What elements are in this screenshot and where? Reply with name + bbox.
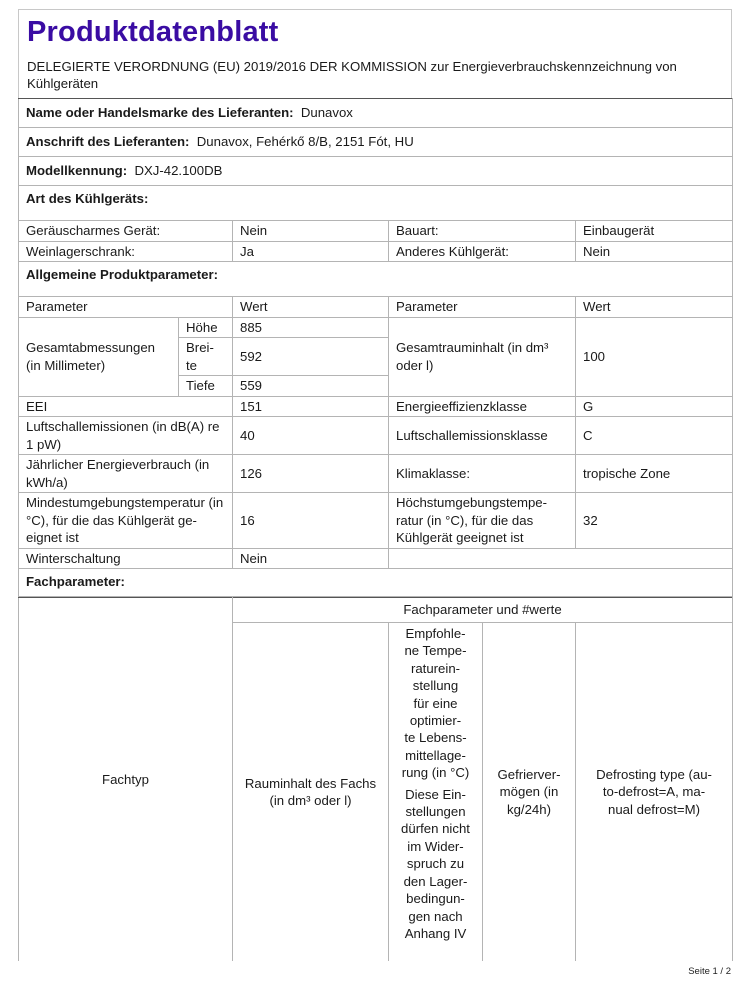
eei-label: EEI — [19, 396, 233, 417]
general-heading: Allgemeine Produktparameter: — [19, 262, 733, 297]
compartment-table — [18, 597, 733, 961]
annual-energy-value: 126 — [233, 455, 389, 493]
min-temp-label: Mindestumgebungstemperatur (in °C), für die das Kühlgerät ge-eignet ist — [19, 493, 233, 549]
other-device-label: Anderes Kühlgerät: — [389, 241, 576, 262]
noise-value: 40 — [233, 417, 389, 455]
col-parameter: Parameter — [19, 297, 233, 318]
noise-label: Luftschallemissionen (in dB(A) re 1 pW) — [19, 417, 233, 455]
winter-label: Winterschaltung — [19, 548, 233, 569]
height-label: Höhe — [179, 317, 233, 338]
supplier-table — [18, 98, 733, 597]
empty-cell — [389, 548, 733, 569]
noise-class-label: Luftschallemissionsklasse — [389, 417, 576, 455]
product-data-sheet — [18, 9, 732, 961]
param-row-energy — [19, 455, 733, 493]
other-device-value: Nein — [576, 241, 733, 262]
wine-cabinet-value: Ja — [233, 241, 389, 262]
dimensions-label: Gesamtabmessungen (in Millimeter) — [19, 317, 179, 396]
design-type-label: Bauart: — [389, 221, 576, 242]
width-value: 592 — [233, 338, 389, 376]
supplier-name-label: Name oder Handelsmarke des Lieferanten: — [26, 105, 294, 121]
supplier-address-label: Anschrift des Lieferanten: — [26, 134, 190, 150]
page-title: Produktdatenblatt — [27, 16, 279, 48]
recommended-temp-note: Diese Ein- stellungen dürfen nicht im Wider- spruch zu den Lager- bedingun- gen nach Anhang IV — [401, 786, 470, 941]
col-value-2: Wert — [576, 297, 733, 318]
col-compartment-type: Fachtyp — [19, 598, 233, 962]
device-type-row — [19, 241, 733, 262]
supplier-address-value: Dunavox, Fehérkő 8/B, 2151 Fót, HU — [196, 134, 414, 150]
climate-class-value: tropische Zone — [576, 455, 733, 493]
height-value: 885 — [233, 317, 389, 338]
model-row — [19, 157, 733, 186]
quiet-device-label: Geräuscharmes Gerät: — [19, 221, 233, 242]
quiet-device-value: Nein — [233, 221, 389, 242]
param-row-temperature — [19, 493, 733, 549]
compartment-heading-row — [19, 569, 733, 597]
recommended-temp-text: Empfohle- ne Tempe- raturein- stellung für eine optimier- te Lebens- mittellage- rung (in °C) — [401, 626, 470, 781]
energy-class-label: Energieeffizienzklasse — [389, 396, 576, 417]
min-temp-value: 16 — [233, 493, 389, 549]
general-column-headers — [19, 297, 733, 318]
volume-label: Gesamtrauminhalt (in dm³ oder l) — [389, 317, 576, 396]
model-value: DXJ-42.100DB — [134, 163, 223, 179]
col-parameter-2: Parameter — [389, 297, 576, 318]
depth-value: 559 — [233, 376, 389, 397]
regulation-text: DELEGIERTE VERORDNUNG (EU) 2019/2016 DER KOMMISSION zur Energieverbrauchskennzeichnung von Kühlgeräten — [27, 59, 677, 91]
page-number: Seite 1 / 2 — [688, 966, 731, 977]
winter-value: Nein — [233, 548, 389, 569]
col-value: Wert — [233, 297, 389, 318]
annual-energy-label: Jährlicher Energieverbrauch (in kWh/a) — [19, 455, 233, 493]
param-row-eei — [19, 396, 733, 417]
supplier-address-row — [19, 128, 733, 157]
device-type-heading: Art des Kühlgeräts: — [19, 186, 733, 221]
col-compartment-volume: Rauminhalt des Fachs (in dm³ oder l) — [233, 623, 389, 962]
max-temp-label: Höchstumgebungstempe-ratur (in °C), für die das Kühlgerät geeignet ist — [389, 493, 576, 549]
climate-class-label: Klimaklasse: — [389, 455, 576, 493]
param-row-winter — [19, 548, 733, 569]
param-row-noise — [19, 417, 733, 455]
volume-value: 100 — [576, 317, 733, 396]
energy-class-value: G — [576, 396, 733, 417]
device-type-heading-row — [19, 186, 733, 221]
compartment-heading: Fachparameter: — [19, 569, 733, 597]
width-label: Brei- te — [179, 338, 233, 376]
noise-class-value: C — [576, 417, 733, 455]
device-type-row — [19, 221, 733, 242]
compartment-group-header: Fachparameter und #werte — [233, 598, 733, 623]
title-box — [18, 9, 732, 98]
supplier-name-value: Dunavox — [300, 105, 353, 121]
col-recommended-temp — [389, 623, 483, 962]
wine-cabinet-label: Weinlagerschrank: — [19, 241, 233, 262]
model-label: Modellkennung: — [26, 163, 128, 179]
eei-value: 151 — [233, 396, 389, 417]
depth-label: Tiefe — [179, 376, 233, 397]
col-freezing-capacity: Gefrierver- mögen (in kg/24h) — [483, 623, 576, 962]
design-type-value: Einbaugerät — [576, 221, 733, 242]
compartment-group-header-row — [19, 598, 733, 623]
general-heading-row — [19, 262, 733, 297]
supplier-name-row — [19, 99, 733, 128]
dimension-row-height — [19, 317, 733, 338]
max-temp-value: 32 — [576, 493, 733, 549]
col-defrosting-type: Defrosting type (au- to-defrost=A, ma- nual defrost=M) — [576, 623, 733, 962]
